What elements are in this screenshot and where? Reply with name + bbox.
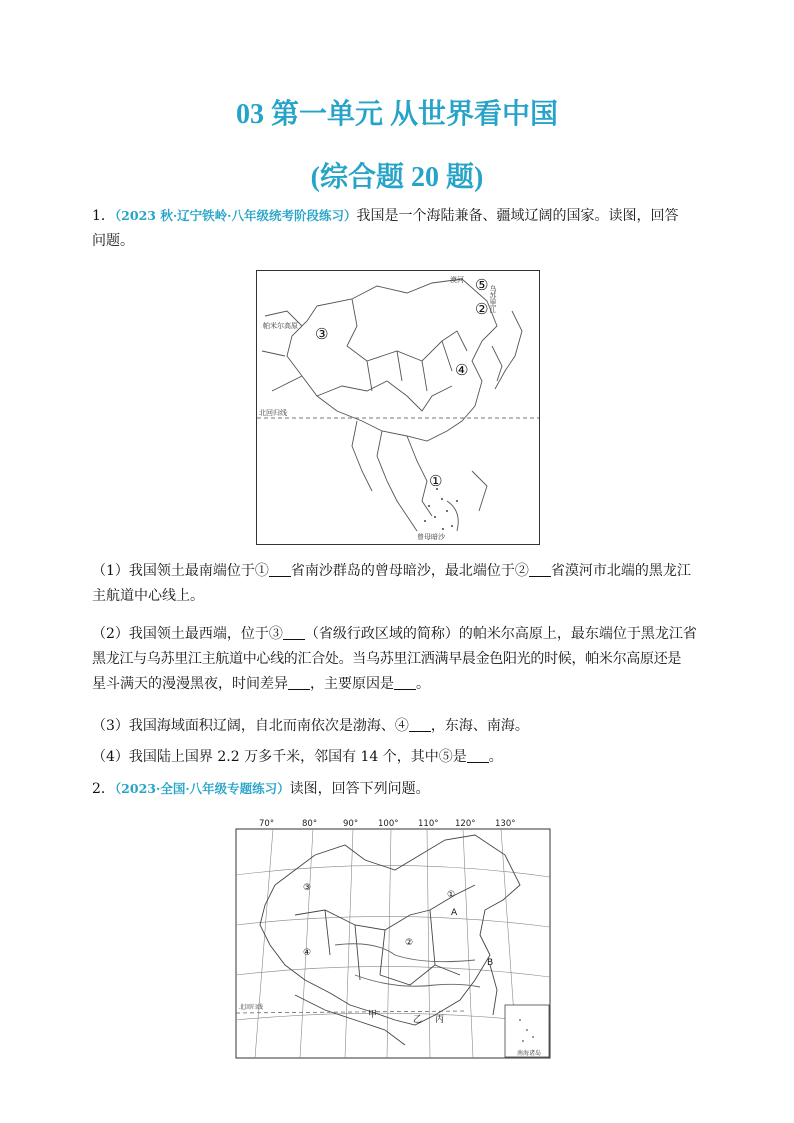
q2-map-label-bing: 丙 [435,1015,445,1025]
answer-blank[interactable] [529,562,551,577]
answer-blank[interactable] [467,748,489,763]
q2-number: 2． [92,781,115,797]
q2-map-label-tropic: 北回归线 [239,1004,264,1011]
q2-map-label-jia: 甲 [368,1010,378,1020]
q2-lon-130: 130° [495,819,516,829]
q1-part-2: （2）我国领土最西端，位于③ （省级行政区域的简称）的帕米尔高原上，最东端位于黑龙江省 黑龙江与乌苏里江主航道中心线的汇合处。当乌苏里江洒满早晨金色阳光的时候，帕米尔高原还是 星斗满天的漫漫黑夜，时间差异 ，主要原因是 。 [92,626,697,692]
q1-map-label-pamir: 帕米尔高原 [263,322,298,330]
q2-map-svg [235,815,553,1060]
q2-lon-80: 80° [302,819,318,829]
q1-map-label-zengmu: 曾母暗沙 [417,533,445,541]
q2-lon-70: 70° [259,819,275,829]
q1-source: （2023 秋·辽宁铁岭·八年级统考阶段练习） [114,208,357,223]
q2-map-label-2: ② [405,938,414,948]
answer-blank[interactable] [288,675,310,690]
q2-map-label-yi: 乙 [413,1015,423,1025]
q2-map-label-4: ④ [303,948,312,958]
q1-map-label-5: ⑤ [475,276,489,294]
answer-blank[interactable] [409,717,431,732]
q2-lon-100: 100° [378,819,399,829]
q1-map-label-tropic: 北回归线 [259,409,287,417]
q2-map-label-inset: 南海诸岛 [517,1050,542,1057]
q1-map-label-4: ④ [455,361,469,379]
q1-map-label-mohe: 漠河 [450,276,464,284]
q2-map-label-B: B [487,958,494,968]
answer-blank[interactable] [394,675,416,690]
q1-map-label-3: ③ [315,325,329,343]
page-subtitle: (综合题 20 题) [310,162,484,193]
q1-map [256,270,540,545]
q2-source: （2023·全国·八年级专题练习） [114,781,290,796]
q1-map-svg [257,271,539,544]
q1-number: 1． [92,208,115,224]
q1-part-4: （4）我国陆上国界 2.2 万多千米，邻国有 14 个，其中⑤是 。 [92,749,503,765]
q2-stem-text: 读图，回答下列问题。 [289,781,430,797]
q1-stem-text-2: 问题。 [92,233,134,249]
answer-blank[interactable] [269,562,291,577]
q1-part-3: （3）我国海域面积辽阔，自北而南依次是渤海、④ ，东海、南海。 [92,718,529,734]
q1-part-1: （1）我国领土最南端位于① 省南沙群岛的曾母暗沙，最北端位于② 省漠河市北端的黑龙江 主航道中心线上。 [92,563,691,604]
q1-stem-text: 我国是一个海陆兼备、疆域辽阔的国家。读图，回答 [356,208,679,224]
page-title: 03 第一单元 从世界看中国 [235,99,558,130]
q1-map-label-2: ② [475,300,489,318]
q2-map [235,815,553,1060]
q2-lon-110: 110° [418,819,439,829]
q1-stem [92,203,714,254]
answer-blank[interactable] [283,625,305,640]
q1-map-label-1: ① [429,472,443,490]
q1-map-label-wusuli: 乌苏里江 [489,285,497,313]
q2-lon-120: 120° [455,819,476,829]
q2-map-label-A: A [451,908,458,918]
q2-map-label-1: ① [447,890,456,900]
q2-map-label-3: ③ [303,883,312,893]
q2-lon-90: 90° [343,819,359,829]
q2-stem [92,776,714,802]
